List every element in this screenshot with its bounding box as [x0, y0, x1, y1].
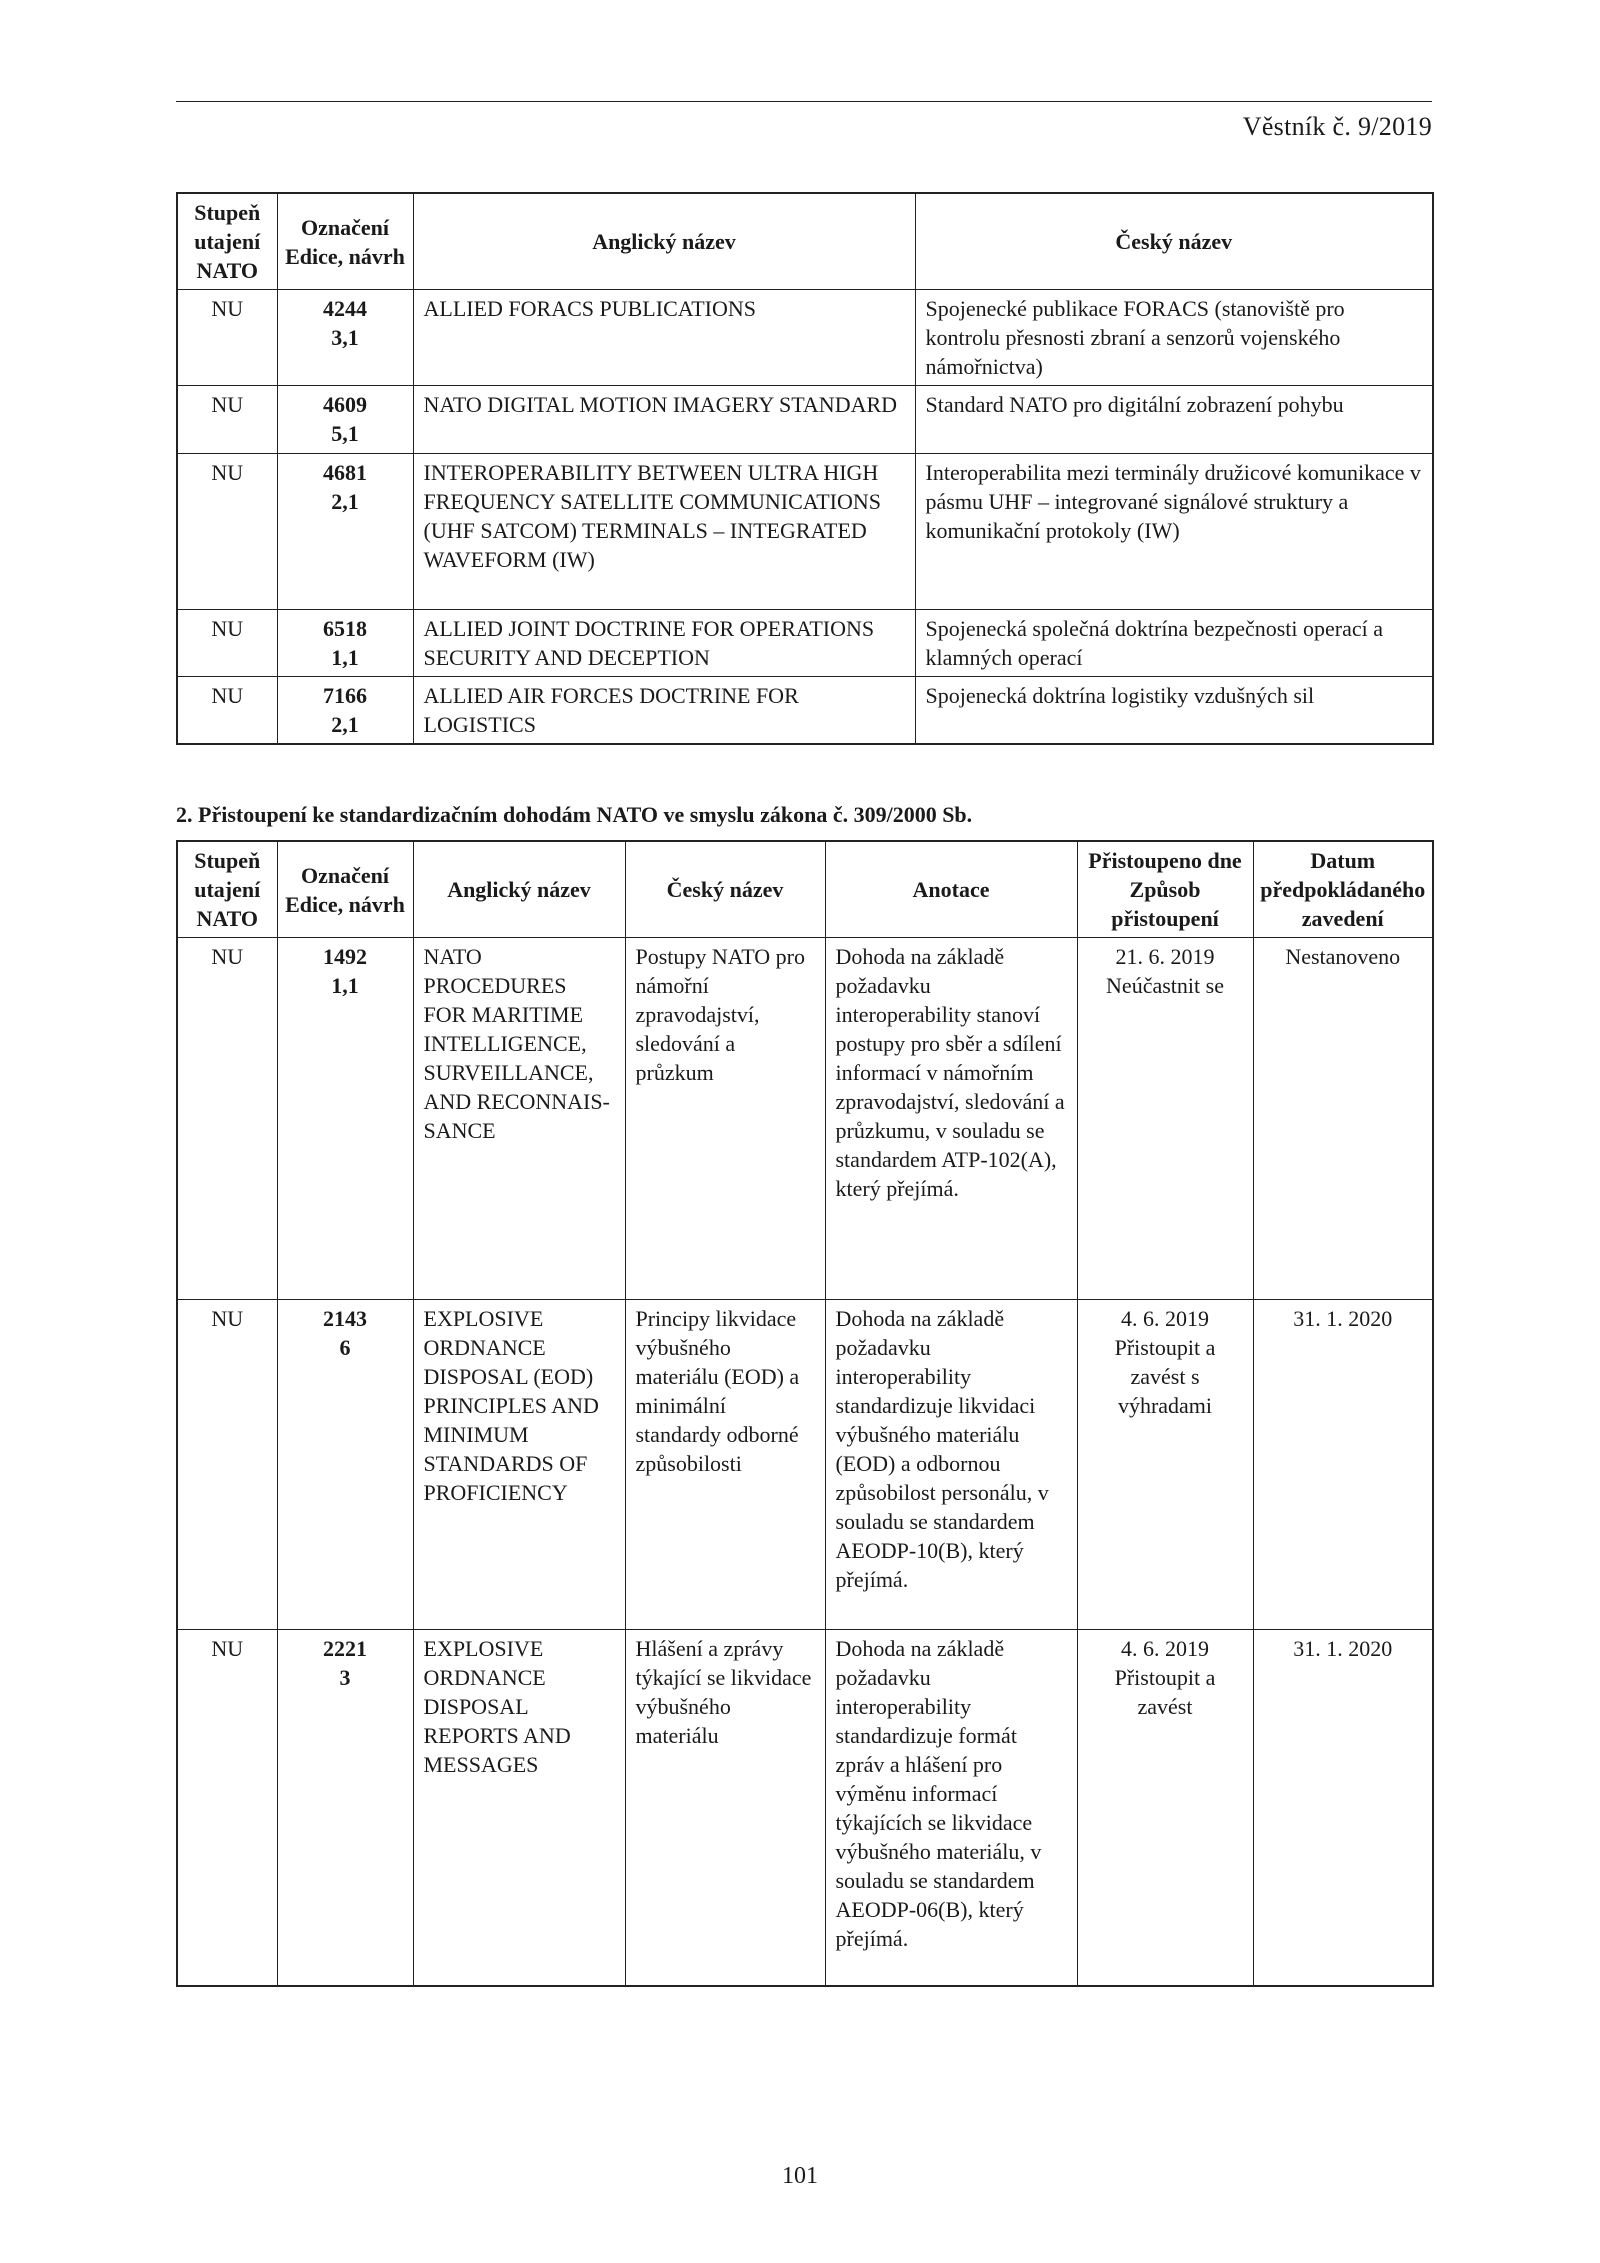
edition: 2,1 — [331, 489, 359, 514]
table-row — [177, 677, 1433, 745]
header-stupen: Stupeň utajení NATO — [177, 841, 277, 938]
section-heading: 2. Přistoupení ke standardizačním dohodám NATO ve smyslu zákona č. 309/2000 Sb. — [176, 802, 973, 827]
header-anglicky: Anglický název — [413, 193, 915, 290]
cell-anglicky: INTEROPERABILITY BETWEEN ULTRA HIGH FREQUENCY SATELLITE COMMUNICATIONS (UHF SATCOM) TERMINALS – INTEGRATED WAVEFORM (IW) — [413, 454, 915, 610]
cell-pristoupeno — [1077, 1630, 1253, 1986]
cell-anglicky: NATO PROCEDURES FOR MARITIME INTELLIGENCE, SURVEILLANCE, AND RECONNAIS-SANCE — [413, 938, 625, 1300]
header-anglicky: Anglický název — [413, 841, 625, 938]
cell-cesky: Spojenecká společná doktrína bezpečnosti operací a klamných operací — [915, 610, 1433, 677]
stanag-number: 1492 — [323, 944, 367, 969]
cell-anglicky: ALLIED FORACS PUBLICATIONS — [413, 290, 915, 386]
table-row — [177, 938, 1433, 1300]
cell-anotace: Dohoda na základě požadavku interoperability stanoví postupy pro sběr a sdílení informací v námořním zpravodajství, sledování a průzkumu, v souladu se standardem ATP-102(A), který přejímá. — [825, 938, 1077, 1300]
cell-cesky: Interoperabilita mezi terminály družicové komunikace v pásmu UHF – integrované signálové struktury a komunikační protokoly (IW) — [915, 454, 1433, 610]
accession-mode: Neúčastnit se — [1106, 973, 1224, 998]
cell-anglicky: ALLIED AIR FORCES DOCTRINE FOR LOGISTICS — [413, 677, 915, 745]
header-stupen: Stupeň utajení NATO — [177, 193, 277, 290]
header-oznaceni: Označení Edice, návrh — [277, 841, 413, 938]
journal-title: Věstník č. 9/2019 — [1242, 112, 1432, 141]
cell-anglicky: NATO DIGITAL MOTION IMAGERY STANDARD — [413, 386, 915, 454]
edition: 3 — [339, 1665, 351, 1690]
cell-cesky: Spojenecká doktrína logistiky vzdušných sil — [915, 677, 1433, 745]
cell-oznaceni — [277, 454, 413, 610]
table-row — [177, 1300, 1433, 1630]
table-row — [177, 1630, 1433, 1986]
header-cesky: Český název — [915, 193, 1433, 290]
stanag-table-2 — [176, 840, 1434, 1987]
header-anotace: Anotace — [825, 841, 1077, 938]
stanag-number: 6518 — [323, 616, 367, 641]
accession-mode: Přistoupit a zavést — [1114, 1665, 1221, 1719]
cell-oznaceni — [277, 677, 413, 745]
cell-pristoupeno — [1077, 938, 1253, 1300]
cell-oznaceni — [277, 1630, 413, 1986]
cell-stupen: NU — [177, 1300, 277, 1630]
stanag-number: 4609 — [323, 392, 367, 417]
cell-oznaceni — [277, 290, 413, 386]
cell-anglicky: ALLIED JOINT DOCTRINE FOR OPERATIONS SECURITY AND DECEPTION — [413, 610, 915, 677]
stanag-table-1 — [176, 192, 1434, 745]
cell-cesky: Spojenecké publikace FORACS (stanoviště pro kontrolu přesnosti zbraní a senzorů vojenského námořnictva) — [915, 290, 1433, 386]
cell-cesky: Standard NATO pro digitální zobrazení pohybu — [915, 386, 1433, 454]
edition: 5,1 — [331, 421, 359, 446]
page-number: 101 — [782, 2163, 818, 2189]
stanag-number: 4681 — [323, 460, 367, 485]
table-row — [177, 454, 1433, 610]
header-pristoupeno: Přistoupeno dne Způsob přistoupení — [1077, 841, 1253, 938]
cell-datum: 31. 1. 2020 — [1253, 1300, 1433, 1630]
cell-stupen: NU — [177, 1630, 277, 1986]
cell-stupen: NU — [177, 454, 277, 610]
cell-anotace: Dohoda na základě požadavku interoperability standardizuje formát zpráv a hlášení pro výměnu informací týkajících se likvidace výbušného materiálu, v souladu se standardem AEODP-06(B), který přejímá. — [825, 1630, 1077, 1986]
header-rule — [176, 101, 1432, 102]
cell-stupen: NU — [177, 386, 277, 454]
cell-cesky: Postupy NATO pro námořní zpravodajství, sledování a průzkum — [625, 938, 825, 1300]
accession-date: 4. 6. 2019 — [1121, 1306, 1209, 1331]
edition: 1,1 — [331, 973, 359, 998]
header-cesky: Český název — [625, 841, 825, 938]
cell-stupen: NU — [177, 677, 277, 745]
accession-date: 21. 6. 2019 — [1115, 944, 1215, 969]
cell-anotace: Dohoda na základě požadavku interoperability standardizuje likvidaci výbušného materiálu (EOD) a odbornou způsobilost personálu, v souladu se standardem AEODP-10(B), který přejímá. — [825, 1300, 1077, 1630]
table-row — [177, 290, 1433, 386]
cell-oznaceni — [277, 610, 413, 677]
cell-cesky: Principy likvidace výbušného materiálu (EOD) a minimální standardy odborné způsobilosti — [625, 1300, 825, 1630]
stanag-number: 2143 — [323, 1306, 367, 1331]
cell-anglicky: EXPLOSIVE ORDNANCE DISPOSAL (EOD) PRINCIPLES AND MINIMUM STANDARDS OF PROFICIENCY — [413, 1300, 625, 1630]
stanag-number: 7166 — [323, 683, 367, 708]
cell-cesky: Hlášení a zprávy týkající se likvidace výbušného materiálu — [625, 1630, 825, 1986]
cell-datum: Nestanoveno — [1253, 938, 1433, 1300]
cell-stupen: NU — [177, 610, 277, 677]
stanag-number: 2221 — [323, 1636, 367, 1661]
edition: 2,1 — [331, 712, 359, 737]
cell-stupen: NU — [177, 938, 277, 1300]
accession-mode: Přistoupit a zavést s výhradami — [1114, 1335, 1221, 1418]
table-row — [177, 386, 1433, 454]
edition: 6 — [339, 1335, 351, 1360]
cell-pristoupeno — [1077, 1300, 1253, 1630]
accession-date: 4. 6. 2019 — [1121, 1636, 1209, 1661]
cell-datum: 31. 1. 2020 — [1253, 1630, 1433, 1986]
cell-stupen: NU — [177, 290, 277, 386]
cell-oznaceni — [277, 938, 413, 1300]
table-row — [177, 610, 1433, 677]
cell-oznaceni — [277, 1300, 413, 1630]
header-datum: Datum předpokládaného zavedení — [1253, 841, 1433, 938]
edition: 1,1 — [331, 645, 359, 670]
cell-oznaceni — [277, 386, 413, 454]
stanag-number: 4244 — [323, 296, 367, 321]
header-oznaceni: Označení Edice, návrh — [277, 193, 413, 290]
edition: 3,1 — [331, 325, 359, 350]
cell-anglicky: EXPLOSIVE ORDNANCE DISPOSAL REPORTS AND MESSAGES — [413, 1630, 625, 1986]
